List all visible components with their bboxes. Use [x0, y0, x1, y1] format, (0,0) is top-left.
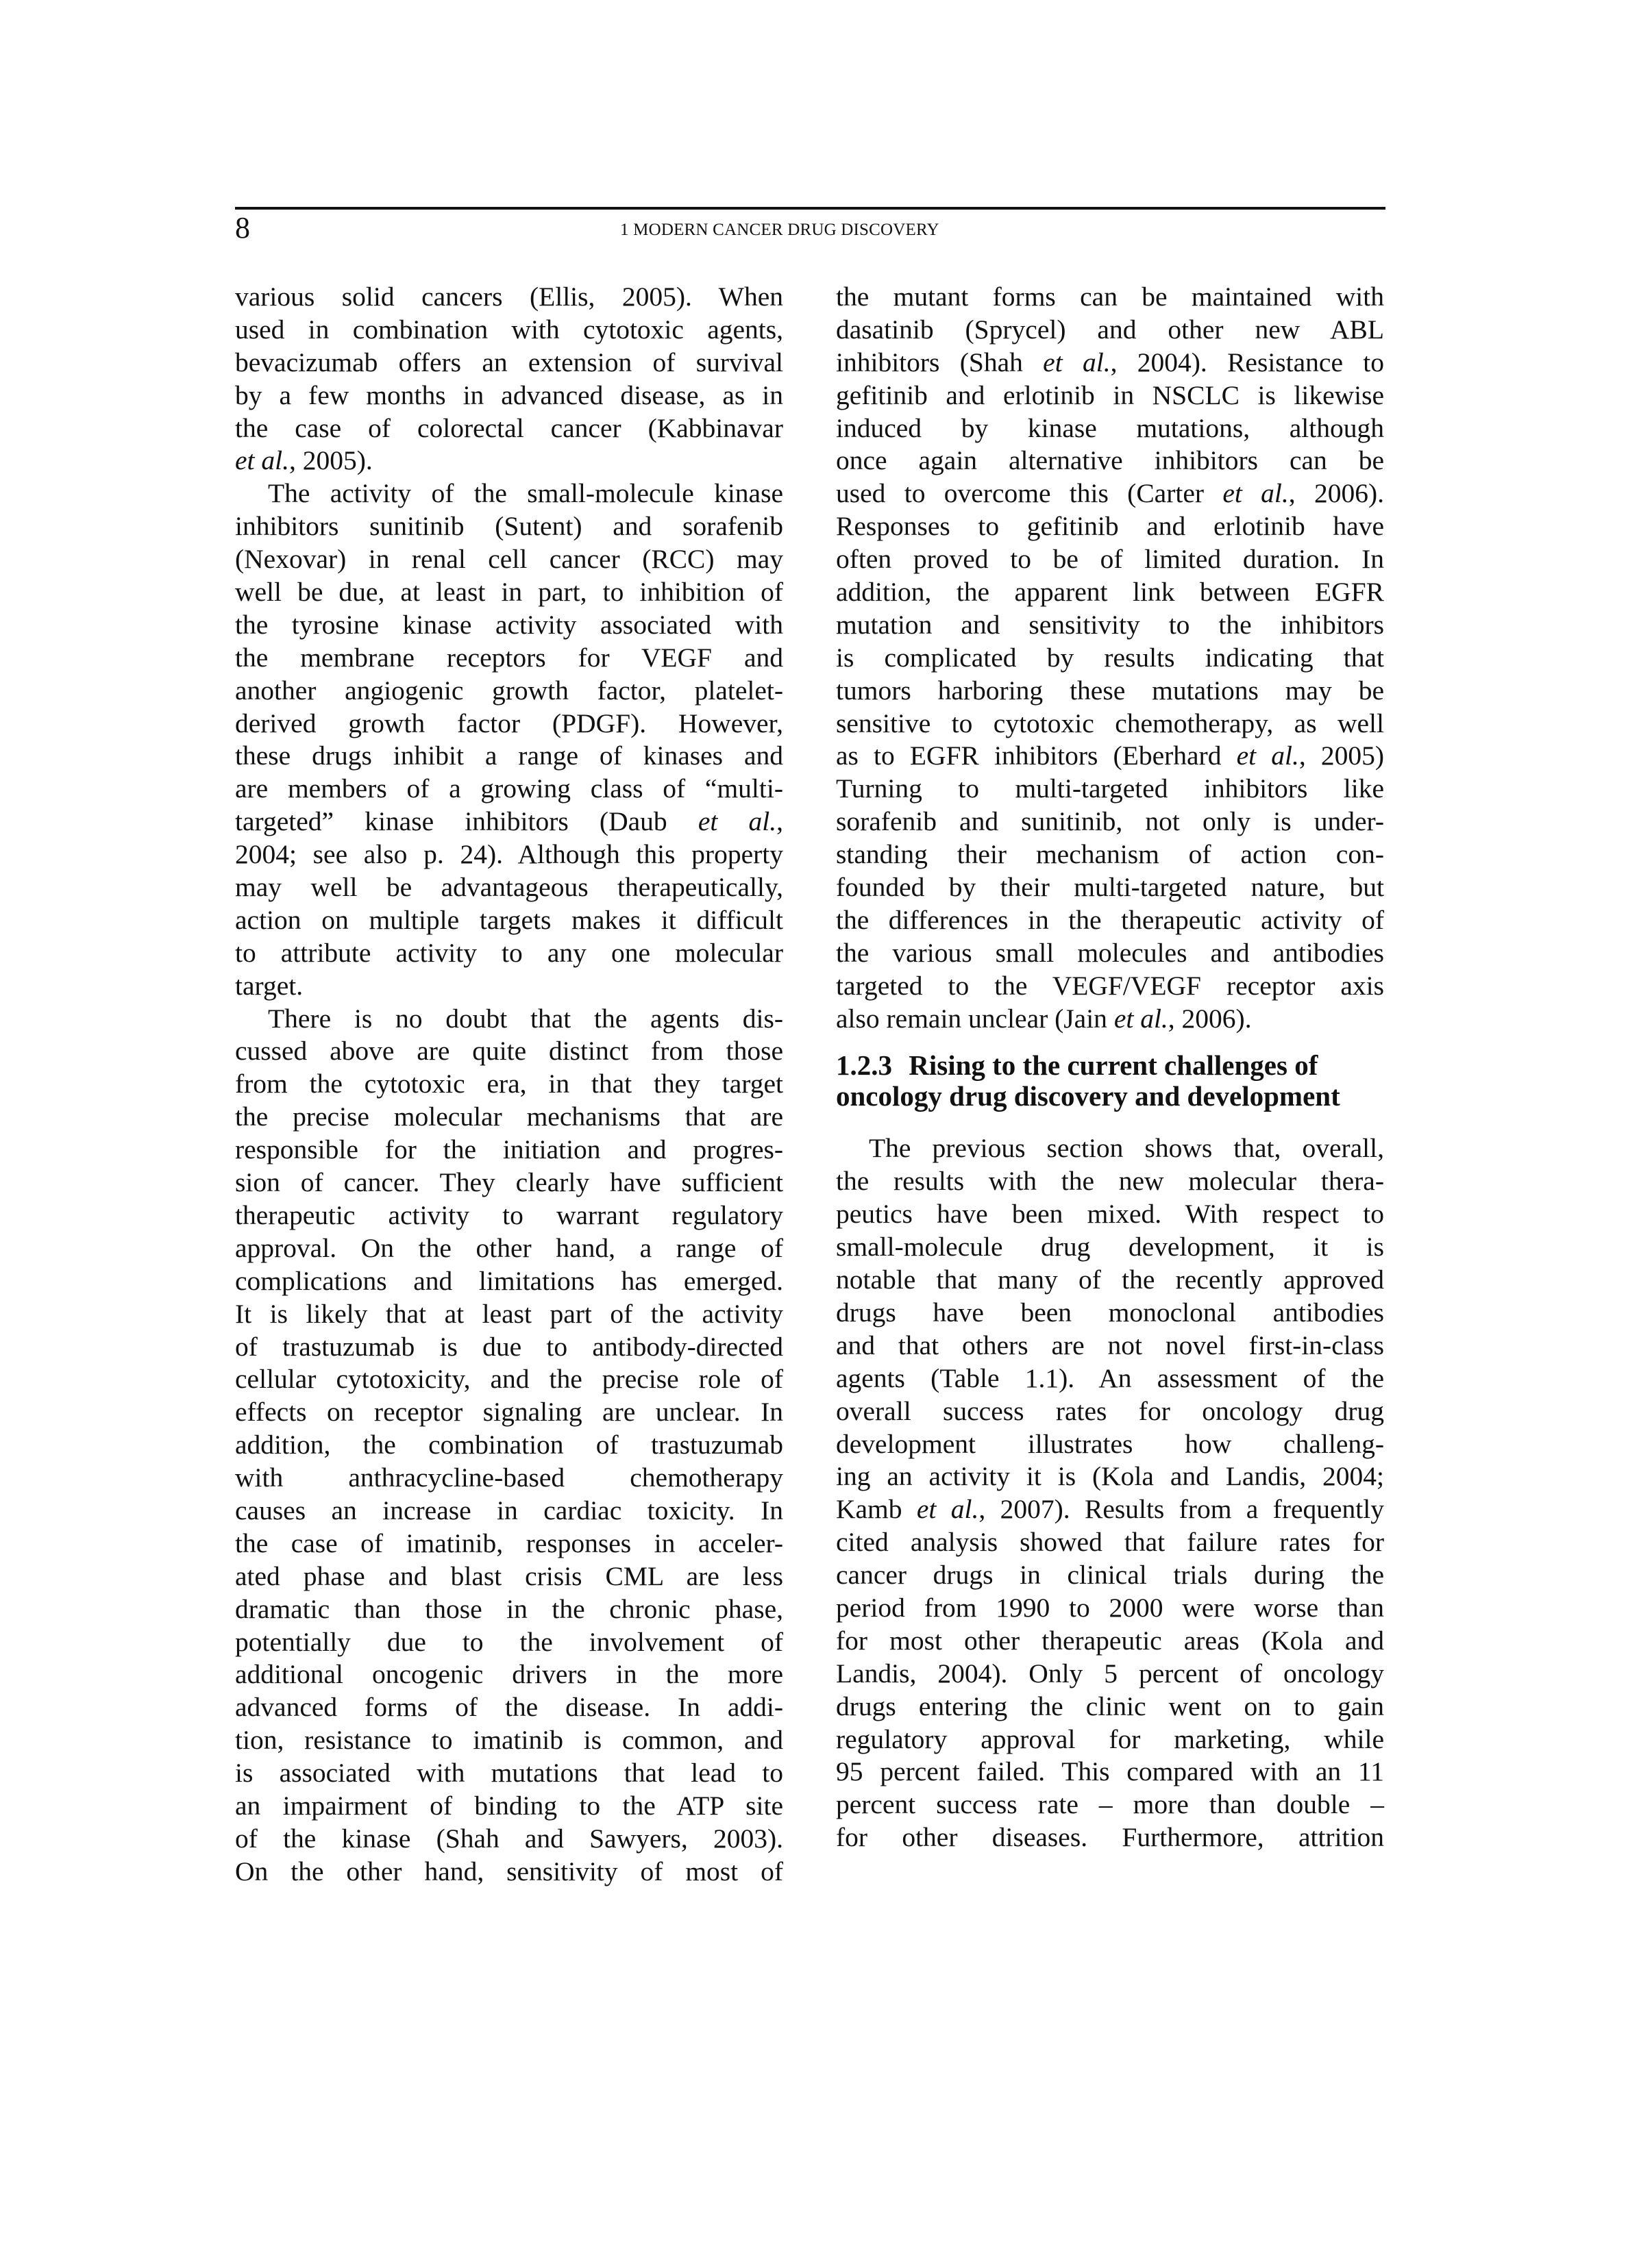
- text-line: Turning to multi-targeted inhibitors like: [836, 773, 1384, 804]
- text-line: often proved to be of limited duration. In: [836, 544, 1384, 575]
- text-line: gefitinib and erlotinib in NSCLC is likewise: [836, 379, 1384, 410]
- text-line: [836, 347, 1384, 379]
- page-number: 8: [235, 211, 250, 245]
- text-run: ,: [776, 806, 783, 837]
- text-line: may well be advantageous therapeutically,: [235, 872, 783, 903]
- section-heading-line-1: [836, 1050, 1384, 1081]
- text-line: to attribute activity to any one molecular: [235, 937, 783, 968]
- text-run: also remain unclear (Jain: [836, 1003, 1114, 1034]
- text-line: action on multiple targets makes it difficult: [235, 904, 783, 935]
- text-line: peutics have been mixed. With respect to: [836, 1199, 1384, 1230]
- text-run: targeted” kinase inhibitors (Daub: [235, 806, 698, 837]
- text-line: potentially due to the involvement of: [235, 1626, 783, 1657]
- section-number: 1.2.3: [836, 1049, 892, 1082]
- left-column: [235, 281, 783, 1889]
- text-line: advanced forms of the disease. In addi-: [235, 1692, 783, 1723]
- section-heading: [836, 1050, 1384, 1112]
- section-heading-line-2: oncology drug discovery and development: [836, 1080, 1340, 1112]
- italic-citation: et al.: [235, 445, 289, 476]
- text-line: dasatinib (Sprycel) and other new ABL: [836, 314, 1384, 345]
- italic-citation: et al.: [698, 806, 777, 837]
- text-line: induced by kinase mutations, although: [836, 412, 1384, 443]
- text-line: (Nexovar) in renal cell cancer (RCC) may: [235, 544, 783, 575]
- text-run: used to overcome this (Carter: [836, 478, 1223, 509]
- text-run: inhibitors (Shah: [836, 347, 1044, 377]
- text-line: the differences in the therapeutic activity of: [836, 904, 1384, 935]
- text-line: [235, 445, 783, 477]
- text-line: are members of a growing class of “multi-: [235, 773, 783, 804]
- italic-citation: et al.: [1043, 347, 1111, 377]
- text-line: inhibitors sunitinib (Sutent) and sorafenib: [235, 511, 783, 542]
- text-line: for most other therapeutic areas (Kola and: [836, 1625, 1384, 1656]
- text-line: overall success rates for oncology drug: [836, 1395, 1384, 1426]
- text-line: the precise molecular mechanisms that are: [235, 1101, 783, 1132]
- text-line: the tyrosine kinase activity associated with: [235, 609, 783, 640]
- italic-citation: et al.: [1113, 1003, 1168, 1034]
- text-run: , 2005).: [288, 445, 373, 476]
- text-line: of the kinase (Shah and Sawyers, 2003).: [235, 1823, 783, 1854]
- text-line: [836, 1493, 1384, 1526]
- italic-citation: et al.: [1222, 478, 1289, 509]
- text-line: 95 percent failed. This compared with an 11: [836, 1756, 1384, 1787]
- right-column: [836, 281, 1384, 1854]
- text-line: ing an activity it is (Kola and Landis, 2004;: [836, 1461, 1384, 1492]
- running-head: 1 MODERN CANCER DRUG DISCOVERY: [620, 221, 939, 239]
- text-run: , 2006).: [1168, 1003, 1252, 1034]
- text-line: from the cytotoxic era, in that they target: [235, 1069, 783, 1099]
- text-line: [836, 740, 1384, 773]
- text-line: 2004; see also p. 24). Although this property: [235, 839, 783, 870]
- header-rule: [235, 207, 1385, 210]
- text-line: the results with the new molecular thera-: [836, 1166, 1384, 1197]
- section-title-part-1: Rising to the current challenges of: [909, 1049, 1318, 1082]
- text-line: sensitive to cytotoxic chemotherapy, as well: [836, 708, 1384, 738]
- text-line: percent success rate – more than double –: [836, 1789, 1384, 1820]
- text-line: Landis, 2004). Only 5 percent of oncology: [836, 1658, 1384, 1688]
- text-line: sion of cancer. They clearly have sufficient: [235, 1167, 783, 1198]
- text-line: cellular cytotoxicity, and the precise role of: [235, 1364, 783, 1395]
- text-line: derived growth factor (PDGF). However,: [235, 708, 783, 738]
- text-line: cited analysis showed that failure rates for: [836, 1527, 1384, 1558]
- text-line: once again alternative inhibitors can be: [836, 445, 1384, 476]
- text-line: causes an increase in cardiac toxicity. In: [235, 1495, 783, 1525]
- text-line: small-molecule drug development, it is: [836, 1232, 1384, 1262]
- text-line: by a few months in advanced disease, as in: [235, 379, 783, 410]
- text-run: , 2007). Results from a frequently: [978, 1494, 1384, 1525]
- text-line: drugs entering the clinic went on to gain: [836, 1691, 1384, 1721]
- text-line: [235, 806, 783, 838]
- text-run: , 2006).: [1288, 478, 1384, 509]
- text-line: On the other hand, sensitivity of most of: [235, 1856, 783, 1886]
- text-line: is complicated by results indicating that: [836, 642, 1384, 673]
- text-line: [836, 1003, 1384, 1036]
- text-line: the case of imatinib, responses in acceler-: [235, 1528, 783, 1558]
- text-line: additional oncogenic drivers in the more: [235, 1659, 783, 1690]
- text-line: period from 1990 to 2000 were worse than: [836, 1592, 1384, 1623]
- text-line: founded by their multi-targeted nature, but: [836, 872, 1384, 903]
- right-column-text-before-heading: [836, 281, 1384, 1035]
- text-line: the membrane receptors for VEGF and: [235, 642, 783, 673]
- text-line: addition, the combination of trastuzumab: [235, 1430, 783, 1460]
- text-line: development illustrates how challeng-: [836, 1428, 1384, 1459]
- text-line: bevacizumab offers an extension of survival: [235, 347, 783, 377]
- text-line: drugs have been monoclonal antibodies: [836, 1297, 1384, 1328]
- text-line: approval. On the other hand, a range of: [235, 1232, 783, 1263]
- italic-citation: et al.: [1236, 740, 1299, 771]
- text-run: , 2005): [1298, 740, 1385, 771]
- text-line: used in combination with cytotoxic agents,: [235, 314, 783, 345]
- text-line: notable that many of the recently approved: [836, 1264, 1384, 1295]
- text-line: responsible for the initiation and progres-: [235, 1134, 783, 1165]
- italic-citation: et al.: [916, 1494, 979, 1525]
- text-line: agents (Table 1.1). An assessment of the: [836, 1362, 1384, 1393]
- text-run: , 2004). Resistance to: [1110, 347, 1385, 377]
- right-column-text-after-heading: [836, 1132, 1384, 1854]
- text-line: It is likely that at least part of the activity: [235, 1298, 783, 1329]
- text-line: There is no doubt that the agents dis-: [268, 1003, 783, 1034]
- text-line: of trastuzumab is due to antibody-directed: [235, 1331, 783, 1362]
- text-line: target.: [235, 970, 304, 1001]
- text-run: as to EGFR inhibitors (Eberhard: [836, 740, 1237, 771]
- text-line: regulatory approval for marketing, while: [836, 1723, 1384, 1754]
- text-line: standing their mechanism of action con-: [836, 839, 1384, 870]
- text-line: the case of colorectal cancer (Kabbinavar: [235, 412, 783, 443]
- text-line: an impairment of binding to the ATP site: [235, 1790, 783, 1821]
- text-line: and that others are not novel first-in-class: [836, 1330, 1384, 1360]
- text-line: well be due, at least in part, to inhibition of: [235, 577, 783, 608]
- text-line: tion, resistance to imatinib is common, and: [235, 1725, 783, 1756]
- text-line: mutation and sensitivity to the inhibitors: [836, 609, 1384, 640]
- text-line: Responses to gefitinib and erlotinib have: [836, 511, 1384, 542]
- text-line: these drugs inhibit a range of kinases and: [235, 740, 783, 771]
- text-line: complications and limitations has emerged.: [235, 1265, 783, 1296]
- text-line: therapeutic activity to warrant regulatory: [235, 1199, 783, 1230]
- text-line: is associated with mutations that lead to: [235, 1758, 783, 1789]
- text-line: tumors harboring these mutations may be: [836, 675, 1384, 706]
- text-run: Kamb: [836, 1494, 917, 1525]
- text-line: for other diseases. Furthermore, attrition: [836, 1822, 1384, 1853]
- text-line: effects on receptor signaling are unclear. In: [235, 1397, 783, 1428]
- text-line: the mutant forms can be maintained with: [836, 282, 1384, 312]
- text-line: with anthracycline-based chemotherapy: [235, 1462, 783, 1493]
- text-line: another angiogenic growth factor, platelet-: [235, 675, 783, 706]
- text-line: ated phase and blast crisis CML are less: [235, 1560, 783, 1591]
- text-line: sorafenib and sunitinib, not only is under-: [836, 806, 1384, 837]
- text-line: targeted to the VEGF/VEGF receptor axis: [836, 970, 1384, 1001]
- text-line: dramatic than those in the chronic phase,: [235, 1593, 783, 1624]
- text-line: cancer drugs in clinical trials during the: [836, 1560, 1384, 1591]
- text-line: cussed above are quite distinct from those: [235, 1036, 783, 1067]
- text-line: The previous section shows that, overall,: [869, 1133, 1384, 1164]
- text-line: various solid cancers (Ellis, 2005). When: [235, 282, 783, 312]
- text-line: The activity of the small-molecule kinase: [268, 478, 783, 509]
- text-line: the various small molecules and antibodies: [836, 937, 1384, 968]
- text-line: [836, 477, 1384, 510]
- text-line: addition, the apparent link between EGFR: [836, 577, 1384, 608]
